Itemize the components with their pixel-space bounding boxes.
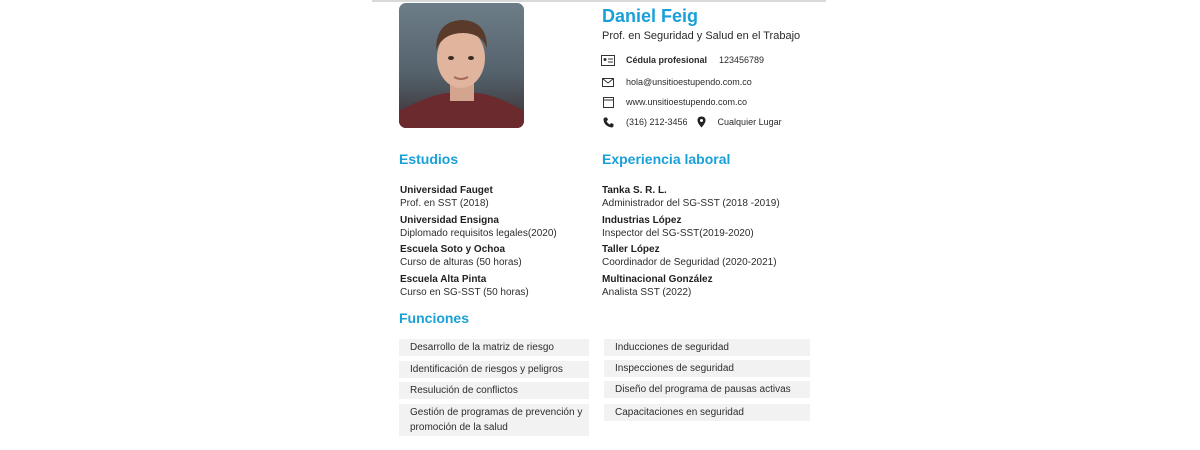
study-institution: Universidad Ensigna <box>400 215 499 226</box>
experience-detail: Coordinador de Seguridad (2020-2021) <box>602 257 777 268</box>
experience-item <box>602 214 754 240</box>
experience-detail: Analista SST (2022) <box>602 287 692 298</box>
study-item <box>400 243 522 269</box>
experience-heading: Experiencia laboral <box>602 151 731 167</box>
experience-company: Industrias López <box>602 215 682 226</box>
phone-text: (316) 212-3456 <box>626 117 688 127</box>
website-row <box>600 94 747 110</box>
email-row <box>600 74 752 90</box>
candidate-title: Prof. en Seguridad y Salud en el Trabajo <box>602 30 801 42</box>
study-detail: Curso en SG-SST (50 horas) <box>400 287 529 298</box>
experience-item <box>602 273 713 299</box>
function-item: Diseño del programa de pausas activas <box>604 381 810 398</box>
email-text: hola@unsitioestupendo.com.co <box>626 77 752 87</box>
study-item <box>400 214 557 240</box>
study-detail: Curso de alturas (50 horas) <box>400 257 522 268</box>
study-institution: Universidad Fauget <box>400 185 493 196</box>
experience-item <box>602 184 780 210</box>
function-item: Resulución de conflictos <box>399 382 589 399</box>
function-item: Gestión de programas de prevención y promoción de la salud <box>399 404 589 436</box>
study-detail: Diplomado requisitos legales(2020) <box>400 228 557 239</box>
website-text: www.unsitioestupendo.com.co <box>626 97 748 107</box>
experience-detail: Administrador del SG-SST (2018 -2019) <box>602 198 780 209</box>
profile-photo <box>399 3 524 128</box>
function-item: Capacitaciones en seguridad <box>604 404 810 421</box>
top-divider <box>372 0 826 2</box>
id-card-icon <box>600 53 616 67</box>
study-item <box>400 273 529 299</box>
cedula-row <box>600 52 764 68</box>
study-item <box>400 184 493 210</box>
function-item: Inducciones de seguridad <box>604 339 810 356</box>
phone-location-row <box>600 114 782 130</box>
phone-icon <box>600 115 616 129</box>
candidate-name: Daniel Feig <box>602 6 699 26</box>
functions-heading: Funciones <box>399 310 470 326</box>
experience-detail: Inspector del SG-SST(2019-2020) <box>602 228 754 239</box>
cedula-label: Cédula profesional <box>626 55 708 65</box>
study-detail: Prof. en SST (2018) <box>400 198 489 209</box>
location-pin-icon <box>696 115 708 129</box>
study-institution: Escuela Alta Pinta <box>400 274 487 285</box>
browser-window-icon <box>600 95 616 109</box>
envelope-icon <box>600 75 616 89</box>
study-institution: Escuela Soto y Ochoa <box>400 244 506 255</box>
experience-company: Multinacional González <box>602 274 713 285</box>
experience-item <box>602 243 777 269</box>
studies-heading: Estudios <box>399 151 459 167</box>
location-text: Cualquier Lugar <box>717 117 782 127</box>
cedula-value: 123456789 <box>719 55 765 65</box>
function-item: Identificación de riesgos y peligros <box>399 361 589 378</box>
experience-company: Taller López <box>602 244 660 255</box>
function-item: Inspecciones de seguridad <box>604 360 810 377</box>
function-item: Desarrollo de la matriz de riesgo <box>399 339 589 356</box>
experience-company: Tanka S. R. L. <box>602 185 667 196</box>
